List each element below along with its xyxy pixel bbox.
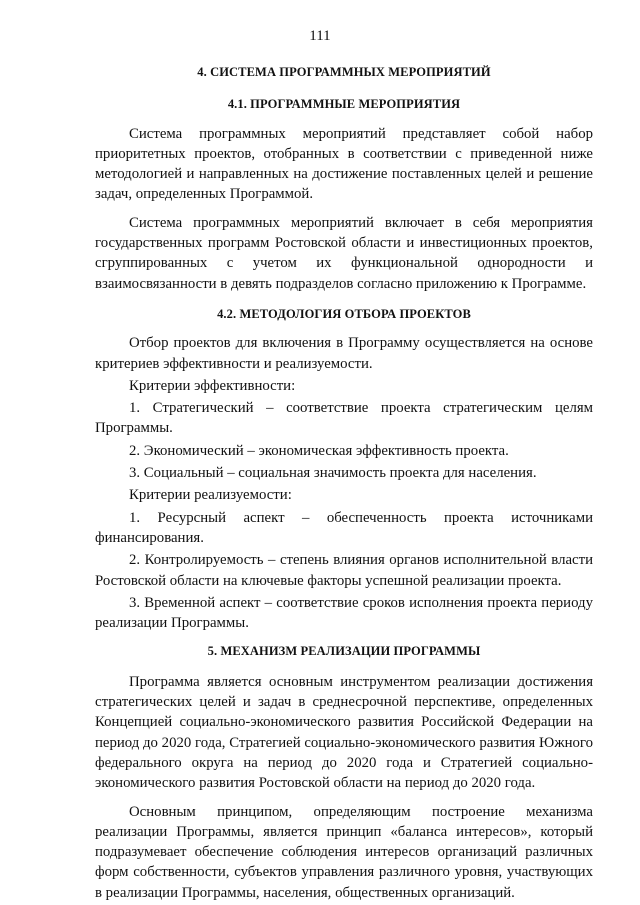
- paragraph: Программа является основным инструментом реализации достижения стратегических целей и задач в среднесрочной перспективе, определенных Концепцией социально-экономического развития Российской Федерации на период до 2020 года, Стратегией социально-экономического развития Южного федерального округа на период до 2020 года и Стратегией социально-экономического развития Ростовской области на период до 2020 года.: [95, 673, 593, 792]
- paragraph: Система программных мероприятий включает в себя мероприятия государственных программ Ростовской области и инвестиционных проектов, сгруппированных с учетом их функциональной однородности и взаимосвязанности в девять подразделов согласно приложению к Программе.: [95, 214, 593, 292]
- section-4-2-title: 4.2. МЕТОДОЛОГИЯ ОТБОРА ПРОЕКТОВ: [217, 306, 471, 321]
- list-item: 1. Стратегический – соответствие проекта стратегическим целям Программы.: [95, 400, 593, 437]
- section-5-title: 5. МЕХАНИЗМ РЕАЛИЗАЦИИ ПРОГРАММЫ: [207, 644, 481, 659]
- page-content: [95, 60, 593, 903]
- paragraph: Система программных мероприятий представляет собой набор приоритетных проектов, отобранных в соответствии с приведенной ниже методологией и направленных на достижение поставленных целей и решение задач, определенных Программой.: [95, 125, 593, 203]
- list-item: 2. Контролируемость – степень влияния органов исполнительной власти Ростовской области на ключевые факторы успешной реализации проекта.: [95, 552, 593, 589]
- section-4-title: 4. СИСТЕМА ПРОГРАММНЫХ МЕРОПРИЯТИЙ: [197, 65, 491, 79]
- section-4-1-title: 4.1. ПРОГРАММНЫЕ МЕРОПРИЯТИЯ: [227, 97, 461, 112]
- page-number: 111: [309, 28, 331, 44]
- list-item: 1. Ресурсный аспект – обеспеченность проекта источниками финансирования.: [95, 509, 593, 546]
- list-item: 2. Экономический – экономическая эффективность проекта.: [129, 442, 509, 459]
- list-item: 3. Временной аспект – соответствие сроков исполнения проекта периоду реализации Программы.: [95, 594, 593, 632]
- paragraph: Основным принципом, определяющим построение механизма реализации Программы, является принцип «баланса интересов», который подразумевает обеспечение соблюдения интересов организаций различных форм собственности, субъектов управления различного уровня, участвующих в реализации Программы, населения, общественных организаций.: [95, 803, 593, 901]
- efficiency-criteria-heading: Критерии эффективности:: [129, 377, 296, 394]
- feasibility-criteria-heading: Критерии реализуемости:: [129, 487, 292, 504]
- list-item: 3. Социальный – социальная значимость проекта для населения.: [129, 465, 537, 482]
- paragraph: Отбор проектов для включения в Программу осуществляется на основе критериев эффективности и реализуемости.: [95, 335, 593, 372]
